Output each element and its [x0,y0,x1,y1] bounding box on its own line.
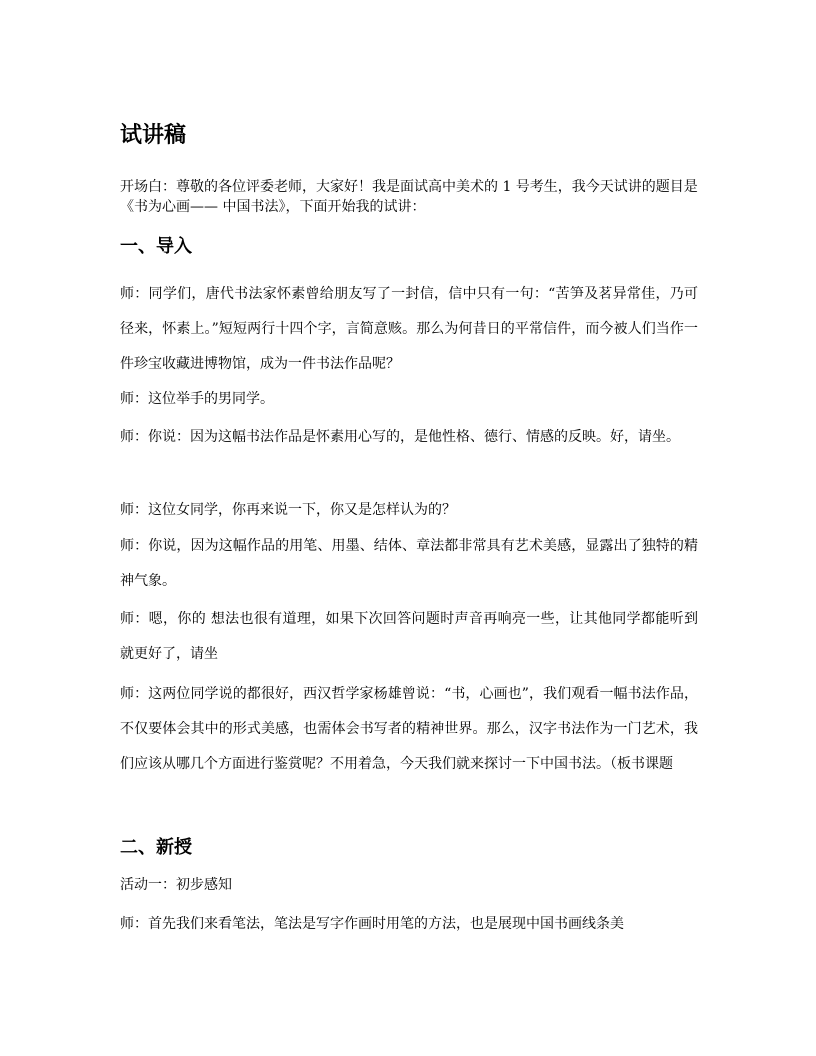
paragraph: 师：这位女同学，你再来说一下，你又是怎样认为的？ [120,502,456,518]
paragraph: 师：这两位同学说的都很好，西汉哲学家杨雄曾说：“书，心画也”，我们观看一幅书法作品， 不仅要体会其中的形式美感，也需体会书写者的精神世界。那么，汉字书法作为一门艺术，我们应该从哪几个方面进行鉴赏呢？不用着急，今天我们就来探讨一下中国书法。（板书课题 [120,686,698,772]
paragraph: 师：同学们，唐代书法家怀素曾给朋友写了一封信，信中只有一句：“苦笋及茗异常佳，乃可径来，怀素上。”短短两行十四个字，言简意赅。那么为何昔日的平常信件，而今被人们当作一件珍宝收藏进博物馆，成为一件书法作品呢？ [120,286,698,372]
paragraph: 师：嗯，你的 想法也很有道理，如果下次回答问题时声音再响亮一些，让其他同学都能听到就更好了，请坐 [120,611,698,662]
paragraph: 师：这位举手的男同学。 [120,391,274,407]
paragraph: 师：首先我们来看笔法，笔法是写字作画时用笔的方法，也是展现中国书画线条美 [120,916,624,932]
document-title: 试讲稿 [120,122,187,148]
paragraph: 活动一：初步感知 [120,877,232,893]
paragraph: 师：你说：因为这幅书法作品是怀素用心写的，是他性格、德行、情感的反映。好，请坐。 [120,429,680,445]
paragraph: 师：你说，因为这幅作品的用笔、用墨、结体、章法都非常具有艺术美感，显露出了独特的精神气象。 [120,538,698,589]
opening-remarks: 开场白：尊敬的各位评委老师，大家好！我是面试高中美术的 1 号考生，我今天试讲的题目是《书为心画—— 中国书法》，下面开始我的试讲： [120,179,698,215]
section-heading-introduction: 一、导入 [120,236,192,257]
section-heading-new-lesson: 二、新授 [120,837,192,858]
